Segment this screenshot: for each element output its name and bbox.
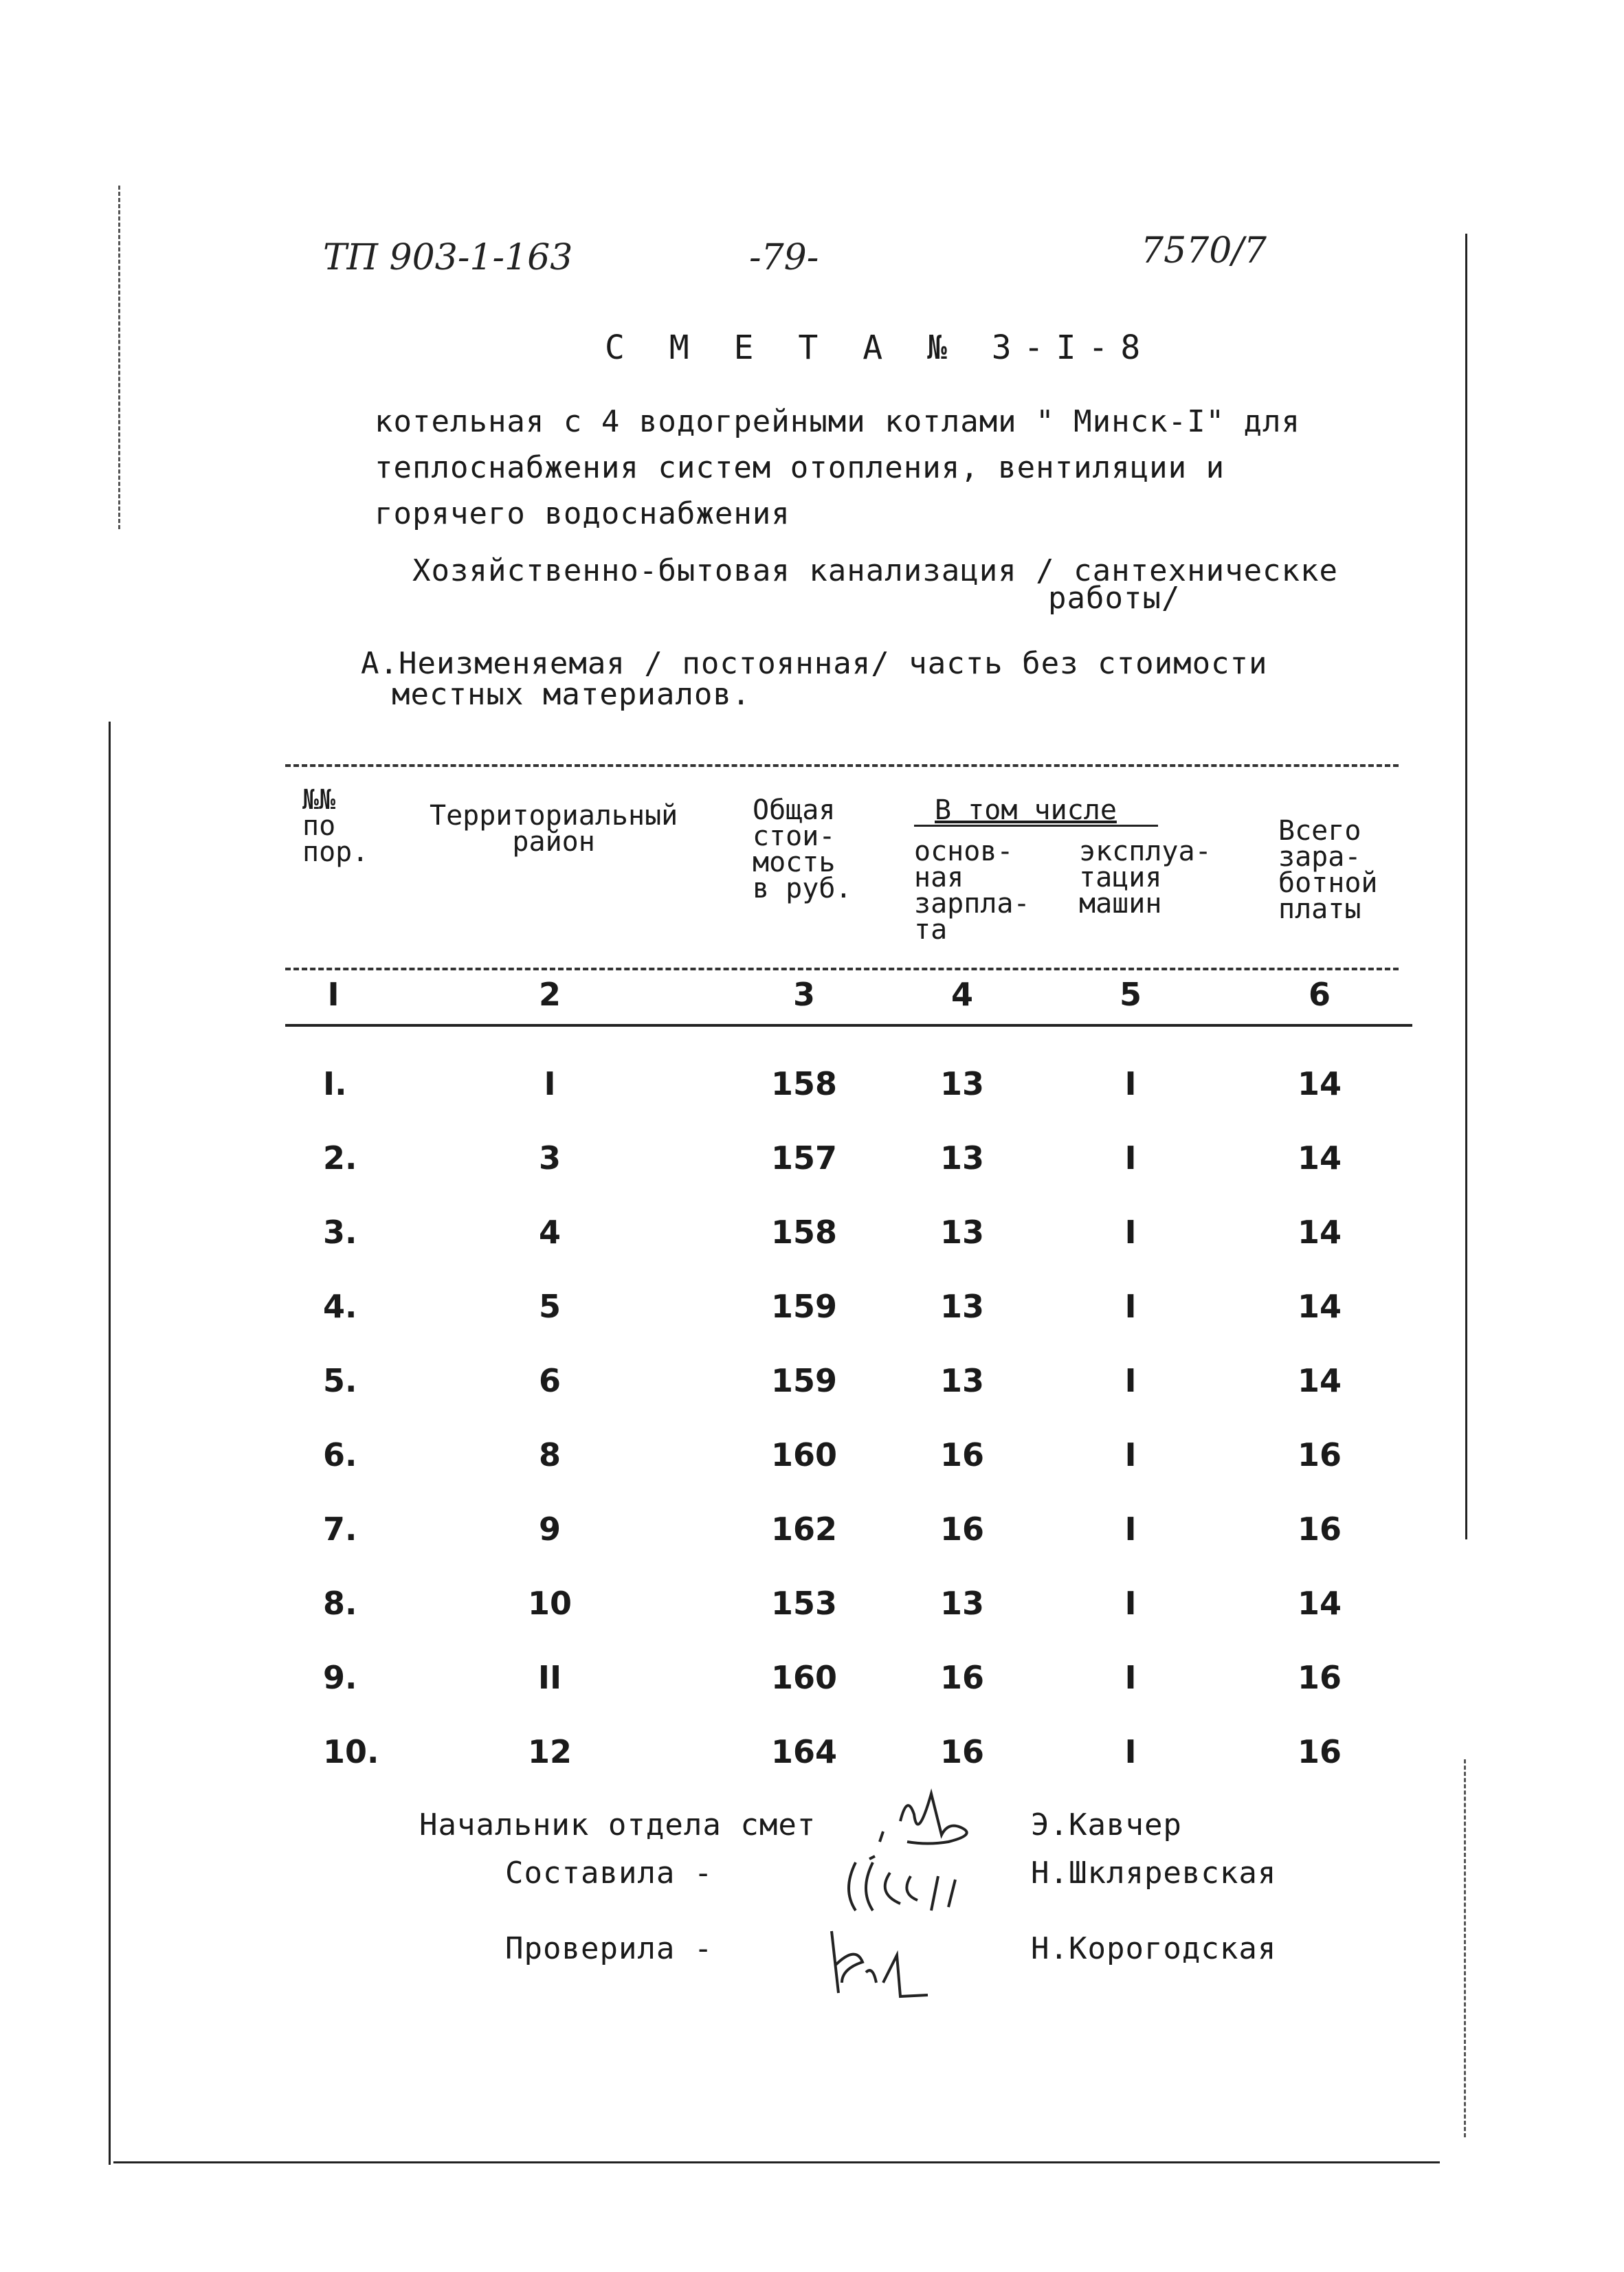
row-number: I.: [323, 1065, 347, 1102]
header-total-wages: Всего зара- ботной платы: [1278, 815, 1378, 925]
compiled-by-name: Н.Шкляревская: [1031, 1856, 1277, 1891]
doc-code: ТП 903-1-163: [323, 237, 573, 278]
description-line-3: горячего водоснабжения: [375, 496, 790, 531]
checked-by-name: Н.Корогодская: [1031, 1931, 1277, 1966]
district-cell: 9: [538, 1511, 561, 1548]
machine-operation-cell: I: [1124, 1511, 1137, 1548]
machine-operation-cell: I: [1124, 1214, 1137, 1251]
district-cell: II: [537, 1659, 562, 1696]
base-salary-cell: 13: [939, 1362, 984, 1399]
district-cell: 6: [538, 1362, 561, 1399]
machine-operation-cell: I: [1124, 1139, 1137, 1177]
compiled-by-label: Составила -: [505, 1856, 713, 1891]
table-row: [0, 1288, 1624, 1343]
row-number: 8.: [323, 1585, 357, 1622]
column-numbers-rule: [285, 1024, 1412, 1027]
row-number: 4.: [323, 1288, 357, 1325]
district-cell: 3: [538, 1139, 561, 1177]
head-of-department-name: Э.Кавчер: [1031, 1807, 1182, 1842]
total-cost-cell: 162: [770, 1511, 838, 1548]
total-cost-cell: 160: [770, 1436, 838, 1473]
total-cost-cell: 164: [770, 1733, 838, 1770]
table-row: [0, 1511, 1624, 1566]
table-row: [0, 1362, 1624, 1417]
base-salary-cell: 16: [939, 1436, 984, 1473]
checked-by-label: Проверила -: [505, 1931, 713, 1966]
total-wages-cell: 16: [1297, 1436, 1342, 1473]
description-line-2: теплоснабжения систем отопления, вентиляции и: [375, 450, 1225, 485]
right-margin-line: [1465, 234, 1467, 1539]
header-total-cost: Общая стои- мость в руб.: [753, 794, 852, 904]
document-title: С М Е Т А № 3-I-8: [605, 328, 1153, 367]
right-margin-line-bottom: [1464, 1759, 1466, 2137]
column-number: 5: [1119, 976, 1142, 1013]
total-cost-cell: 157: [770, 1139, 838, 1177]
header-bottom-rule: [285, 968, 1399, 970]
column-number: 2: [538, 976, 561, 1013]
column-number: 3: [792, 976, 815, 1013]
base-salary-cell: 13: [939, 1065, 984, 1102]
head-of-department-label: Начальник отдела смет: [419, 1807, 816, 1842]
total-wages-cell: 14: [1297, 1362, 1342, 1399]
header-group-underline: [914, 825, 1158, 827]
district-cell: 4: [538, 1214, 561, 1251]
table-row: [0, 1733, 1624, 1788]
signature-compiled: [835, 1849, 986, 1924]
base-salary-cell: 13: [939, 1585, 984, 1622]
base-salary-cell: 13: [939, 1214, 984, 1251]
table-row: [0, 1139, 1624, 1194]
bottom-rule: [113, 2161, 1440, 2163]
header-row-number: №№ по пор.: [302, 784, 369, 868]
district-cell: 10: [527, 1585, 572, 1622]
total-wages-cell: 16: [1297, 1511, 1342, 1548]
base-salary-cell: 16: [939, 1511, 984, 1548]
total-cost-cell: 160: [770, 1659, 838, 1696]
row-number: 3.: [323, 1214, 357, 1251]
column-number: 6: [1308, 976, 1331, 1013]
total-wages-cell: 14: [1297, 1065, 1342, 1102]
total-cost-cell: 159: [770, 1362, 838, 1399]
total-wages-cell: 14: [1297, 1288, 1342, 1325]
total-wages-cell: 16: [1297, 1733, 1342, 1770]
base-salary-cell: 16: [939, 1659, 984, 1696]
header-territorial-district: Территориальный район: [430, 800, 678, 858]
signature-checked: [818, 1917, 935, 2007]
row-number: 9.: [323, 1659, 357, 1696]
table-top-rule: [285, 764, 1399, 767]
district-cell: 8: [538, 1436, 561, 1473]
section-heading-line-2: местных материалов.: [392, 677, 751, 712]
header-base-salary: основ- ная зарпла- та: [914, 836, 1030, 946]
total-wages-cell: 16: [1297, 1659, 1342, 1696]
page-number: -79-: [749, 237, 819, 278]
header-machine-operation: эксплуа- тация машин: [1079, 836, 1212, 920]
base-salary-cell: 16: [939, 1733, 984, 1770]
row-number: 2.: [323, 1139, 357, 1177]
archive-number: 7570/7: [1141, 230, 1267, 271]
total-cost-cell: 158: [770, 1065, 838, 1102]
machine-operation-cell: I: [1124, 1288, 1137, 1325]
base-salary-cell: 13: [939, 1288, 984, 1325]
total-wages-cell: 14: [1297, 1214, 1342, 1251]
machine-operation-cell: I: [1124, 1585, 1137, 1622]
column-number: 4: [950, 976, 973, 1013]
table-row: [0, 1659, 1624, 1714]
machine-operation-cell: I: [1124, 1733, 1137, 1770]
table-row: [0, 1436, 1624, 1491]
row-number: 5.: [323, 1362, 357, 1399]
table-row: [0, 1214, 1624, 1269]
column-number: I: [327, 976, 340, 1013]
header-group-including: В том числе: [935, 794, 1117, 826]
district-cell: I: [544, 1065, 556, 1102]
total-cost-cell: 153: [770, 1585, 838, 1622]
table-row: [0, 1585, 1624, 1640]
row-number: 6.: [323, 1436, 357, 1473]
machine-operation-cell: I: [1124, 1436, 1137, 1473]
row-number: 10.: [323, 1733, 379, 1770]
machine-operation-cell: I: [1124, 1362, 1137, 1399]
district-cell: 5: [538, 1288, 561, 1325]
machine-operation-cell: I: [1124, 1065, 1137, 1102]
total-wages-cell: 14: [1297, 1139, 1342, 1177]
total-cost-cell: 159: [770, 1288, 838, 1325]
total-wages-cell: 14: [1297, 1585, 1342, 1622]
base-salary-cell: 13: [939, 1139, 984, 1177]
left-margin-line-top: [118, 186, 120, 529]
section-heading-line-1: А.Неизменяемая / постоянная/ часть без стоимости: [361, 646, 1268, 681]
row-number: 7.: [323, 1511, 357, 1548]
total-cost-cell: 158: [770, 1214, 838, 1251]
subtitle-line-2: работы/: [1048, 581, 1181, 616]
machine-operation-cell: I: [1124, 1659, 1137, 1696]
description-line-1: котельная с 4 водогрейными котлами " Минск-I" для: [375, 404, 1301, 439]
table-row: [0, 1065, 1624, 1120]
subtitle-line-1: Хозяйственно-бытовая канализация / сантехническке: [412, 553, 1339, 588]
district-cell: 12: [527, 1733, 572, 1770]
